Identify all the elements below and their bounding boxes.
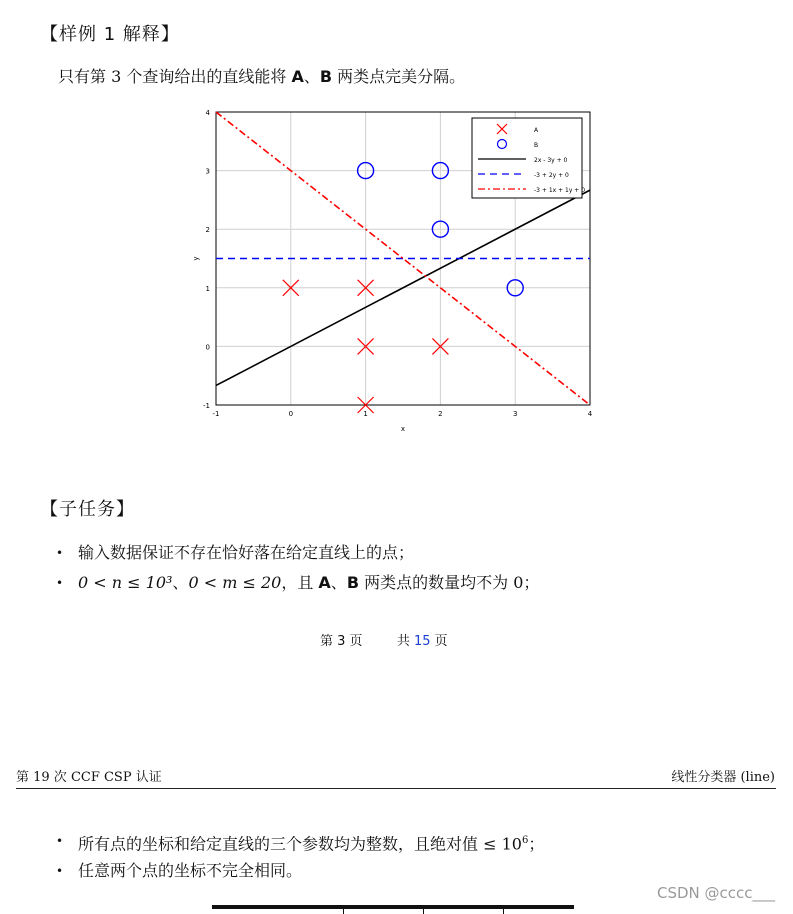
page-footer xyxy=(320,630,448,649)
legend-label: -3 + 1x + 1y + 0 xyxy=(534,187,586,194)
y-tick-label: 2 xyxy=(205,226,210,235)
subtask-list xyxy=(56,538,756,598)
constraint-bullet-2: 任意两个点的坐标不完全相同。 xyxy=(78,861,303,880)
running-header-right: 线性分类器 (line) xyxy=(671,770,775,785)
classifier-chart xyxy=(190,100,600,435)
x-tick-label: -1 xyxy=(212,410,220,418)
constraint-bullet-1: 所有点的坐标和给定直线的三个参数均为整数，且绝对值 ≤ 10 xyxy=(78,834,522,854)
y-tick-label: -1 xyxy=(203,402,210,410)
explanation-text-before: 只有第 3 个查询给出的直线能将 xyxy=(58,67,292,86)
y-tick-label: 0 xyxy=(205,343,210,352)
separator: 、 xyxy=(303,67,320,86)
header-divider xyxy=(16,788,776,789)
x-tick-label: 0 xyxy=(288,410,294,418)
y-axis-label: y xyxy=(192,256,200,261)
x-tick-label: 2 xyxy=(438,410,443,418)
chart-legend xyxy=(472,118,585,198)
constraint-m: 0 < m ≤ 20 xyxy=(188,573,282,592)
y-tick-label: 3 xyxy=(205,167,210,176)
legend-label: 2x - 3y + 0 xyxy=(534,157,568,164)
explanation-heading: 【样例 1 解释】 xyxy=(40,24,180,45)
separator: 、 xyxy=(330,573,347,592)
exponent: 6 xyxy=(521,835,529,846)
x-axis-label: x xyxy=(400,425,406,433)
subtask-bullet-2-suffix: ，且 xyxy=(281,573,319,592)
subtask-bullet-1: 输入数据保证不存在恰好落在给定直线上的点； xyxy=(78,543,415,562)
csdn-watermark: CSDN @cccc___ xyxy=(656,884,775,902)
y-tick-label: 4 xyxy=(205,109,210,117)
explanation-text xyxy=(58,64,465,87)
legend-label: B xyxy=(534,142,539,149)
subtask-bullet-2-end: 两类点的数量均不为 0； xyxy=(359,573,540,592)
label-a: A xyxy=(318,573,331,592)
x-tick-label: 1 xyxy=(363,410,368,418)
explanation-text-after: 两类点完美分隔。 xyxy=(332,67,466,86)
list-item: • 0 < n ≤ 10³、0 < m ≤ 20，且 A、B 两类点的数量均不为 0； xyxy=(56,568,756,598)
page-total-prefix: 共 xyxy=(396,634,410,649)
page-current: 第 3 页 xyxy=(320,634,363,649)
table-top-border xyxy=(212,905,574,909)
page-total-number[interactable]: 15 xyxy=(413,634,431,649)
subtasks-heading: 【子任务】 xyxy=(40,499,135,520)
running-header-left: 第 19 次 CCF CSP 认证 xyxy=(16,770,162,785)
label-b: B xyxy=(346,573,360,592)
label-b: B xyxy=(319,67,333,86)
list-item xyxy=(56,538,756,568)
legend-label: -3 + 2y + 0 xyxy=(534,172,569,179)
table-divider xyxy=(503,909,504,914)
x-tick-label: 4 xyxy=(587,410,593,418)
legend-label: A xyxy=(534,127,539,134)
table-divider xyxy=(423,909,424,914)
table-divider xyxy=(343,909,344,914)
list-item: • 所有点的坐标和给定直线的三个参数均为整数，且绝对值 ≤ $10^6$； xyxy=(56,826,756,856)
constraint-n: 0 < n ≤ 10³ xyxy=(78,573,173,592)
x-tick-label: 3 xyxy=(512,410,518,418)
constraint-list xyxy=(56,826,756,886)
list-item xyxy=(56,856,756,886)
page-total-suffix: 页 xyxy=(434,634,448,649)
label-a: A xyxy=(291,67,304,86)
y-tick-label: 1 xyxy=(205,284,210,293)
